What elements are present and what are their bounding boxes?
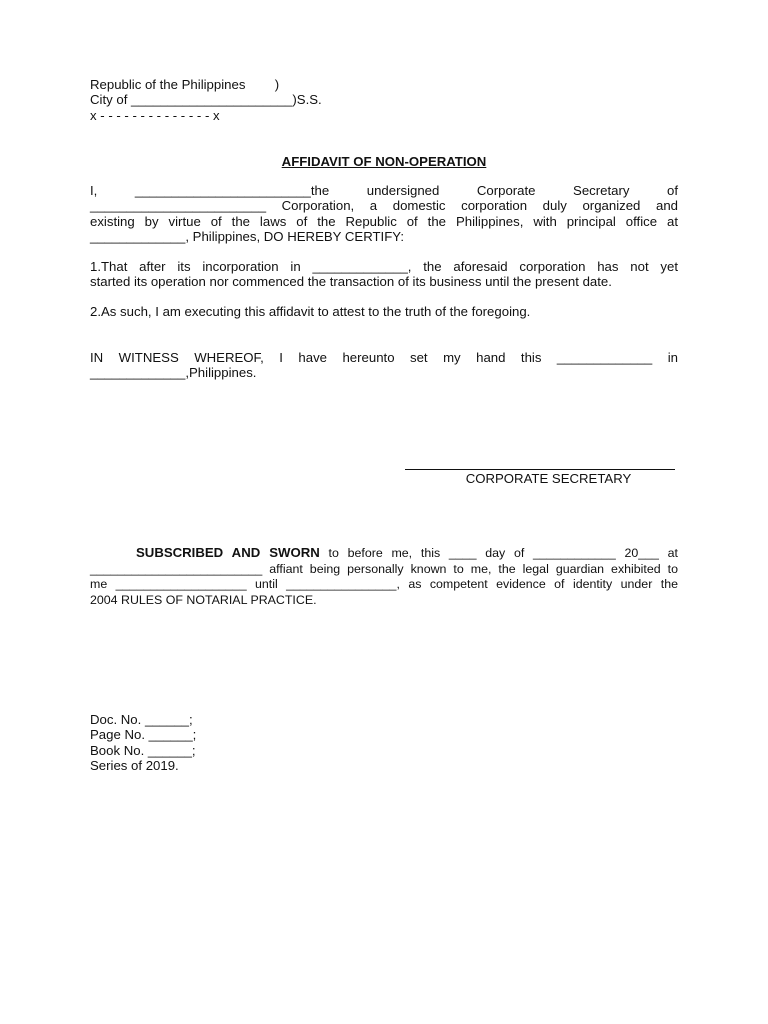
intro-line-3: existing by virtue of the laws of the Republic of the Philippines, with principal office at xyxy=(90,213,678,229)
book-number: Book No. ______; xyxy=(90,742,196,758)
item1-line-2: started its operation nor commenced the transaction of its business until the present date. xyxy=(90,274,612,290)
venue-city: City of ______________________)S.S. xyxy=(90,92,322,108)
signature-line xyxy=(405,469,675,470)
witness-line-1: IN WITNESS WHEREOF, I have hereunto set my hand this _____________ in xyxy=(90,350,678,365)
jurat-line-1 xyxy=(90,545,678,562)
venue-header xyxy=(90,77,678,123)
intro-line-4: _____________, Philippines, DO HEREBY CERTIFY: xyxy=(90,229,404,245)
certification-item-2 xyxy=(90,304,678,319)
intro-line-2: ________________________ Corporation, a domestic corporation duly organized and xyxy=(90,198,678,214)
witness-clause xyxy=(90,350,678,381)
intro-paragraph xyxy=(90,183,678,245)
witness-line-2: _____________,Philippines. xyxy=(90,365,257,381)
jurat-line-1-text: to before me, this ____ day of ____________ 20___ at xyxy=(319,546,678,560)
jurat-line-2: _________________________ affiant being personally known to me, the legal guardian exhibited to xyxy=(90,561,678,576)
certification-item-1 xyxy=(90,259,678,290)
notarial-register xyxy=(90,712,678,774)
page-number: Page No. ______; xyxy=(90,727,197,743)
jurat-bold-heading: SUBSCRIBED AND SWORN xyxy=(136,545,320,560)
venue-divider: x - - - - - - - - - - - - - - x xyxy=(90,107,220,123)
series-year: Series of 2019. xyxy=(90,758,179,774)
doc-number: Doc. No. ______; xyxy=(90,712,193,727)
document-title: AFFIDAVIT OF NON-OPERATION xyxy=(281,154,487,169)
jurat-paragraph xyxy=(90,545,678,608)
jurat-line-3: me ___________________ until ________________, as competent evidence of identity under the xyxy=(90,577,678,592)
jurat-line-4: 2004 RULES OF NOTARIAL PRACTICE. xyxy=(90,592,317,607)
intro-line-1: I, ________________________the undersigned Corporate Secretary of xyxy=(90,183,678,198)
item1-line-1: 1.That after its incorporation in _____________, the aforesaid corporation has not yet xyxy=(90,259,678,274)
venue-country: Republic of the Philippines ) xyxy=(90,77,280,92)
item2-line: 2.As such, I am executing this affidavit to attest to the truth of the foregoing. xyxy=(90,304,531,319)
signature-label: CORPORATE SECRETARY xyxy=(465,471,632,486)
